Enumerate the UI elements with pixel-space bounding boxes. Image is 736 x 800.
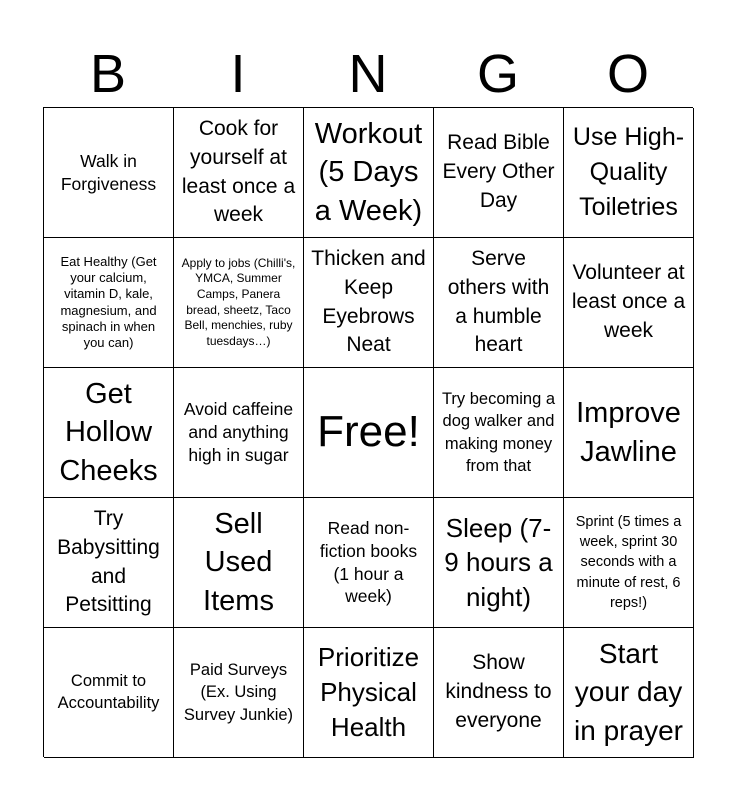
cell-text: Workout (5 Days a Week) xyxy=(314,117,423,227)
bingo-cell[interactable] xyxy=(564,238,694,368)
cell-text: Read non-fiction books (1 hour a week) xyxy=(319,518,418,607)
cell-text: Apply to jobs (Chilli's, YMCA, Summer Camps, Panera bread, sheetz, Taco Bell, menchies, ruby tuesdays…) xyxy=(181,255,296,348)
bingo-cell[interactable] xyxy=(304,628,434,758)
bingo-cell[interactable] xyxy=(564,628,694,758)
cell-text: Improve Jawline xyxy=(576,396,681,468)
bingo-cell[interactable] xyxy=(44,498,174,628)
bingo-cell[interactable] xyxy=(174,108,304,238)
cell-text: Use High-Quality Toiletries xyxy=(572,123,685,221)
bingo-cell[interactable] xyxy=(174,628,304,758)
header-letter-b: B xyxy=(89,44,127,104)
bingo-cell[interactable] xyxy=(44,108,174,238)
cell-text: Paid Surveys (Ex. Using Survey Junkie) xyxy=(183,660,294,724)
bingo-header xyxy=(43,42,693,106)
bingo-cell[interactable] xyxy=(44,368,174,498)
bingo-cell[interactable] xyxy=(434,108,564,238)
bingo-cell[interactable] xyxy=(564,108,694,238)
cell-text: Eat Healthy (Get your calcium, vitamin D, kale, magnesium, and spinach in when you can) xyxy=(60,253,157,350)
bingo-cell[interactable] xyxy=(434,368,564,498)
cell-text: Cook for yourself at least once a week xyxy=(181,116,296,227)
bingo-cell[interactable] xyxy=(44,628,174,758)
header-letter-g: G xyxy=(476,44,519,104)
cell-text: Sell Used Items xyxy=(203,507,274,617)
bingo-cell[interactable] xyxy=(564,498,694,628)
bingo-cell[interactable] xyxy=(174,498,304,628)
cell-text: Thicken and Keep Eyebrows Neat xyxy=(311,246,426,357)
header-letter-i: I xyxy=(230,44,246,104)
cell-text: Sleep (7-9 hours a night) xyxy=(444,513,553,612)
cell-text: Get Hollow Cheeks xyxy=(59,377,158,487)
bingo-cell[interactable] xyxy=(304,498,434,628)
free-space-text: Free! xyxy=(317,407,420,457)
free-space-cell[interactable] xyxy=(304,368,434,498)
cell-text: Walk in Forgiveness xyxy=(60,150,157,194)
cell-text: Sprint (5 times a week, sprint 30 seconds with a minute of rest, 6 reps!) xyxy=(575,513,682,611)
bingo-board xyxy=(43,107,693,757)
header-letter-o: O xyxy=(606,44,649,104)
bingo-cell[interactable] xyxy=(434,238,564,368)
cell-text: Try Babysitting and Petsitting xyxy=(57,506,160,617)
cell-text: Prioritize Physical Health xyxy=(317,642,420,742)
cell-text: Volunteer at least once a week xyxy=(571,261,686,342)
cell-text: Show kindness to everyone xyxy=(445,651,552,732)
bingo-cell[interactable] xyxy=(564,368,694,498)
cell-text: Read Bible Every Other Day xyxy=(442,131,555,212)
cell-text: Try becoming a dog walker and making money from that xyxy=(441,389,556,475)
header-letter-n: N xyxy=(348,44,388,104)
cell-text: Start your day in prayer xyxy=(574,637,683,746)
bingo-cell[interactable] xyxy=(174,238,304,368)
bingo-cell[interactable] xyxy=(304,238,434,368)
cell-text: Serve others with a humble heart xyxy=(447,246,550,357)
cell-text: Avoid caffeine and anything high in sugar xyxy=(183,399,294,465)
bingo-cell[interactable] xyxy=(44,238,174,368)
bingo-cell[interactable] xyxy=(434,498,564,628)
cell-text: Commit to Accountability xyxy=(57,672,160,712)
bingo-cell[interactable] xyxy=(434,628,564,758)
bingo-cell[interactable] xyxy=(174,368,304,498)
bingo-cell[interactable] xyxy=(304,108,434,238)
